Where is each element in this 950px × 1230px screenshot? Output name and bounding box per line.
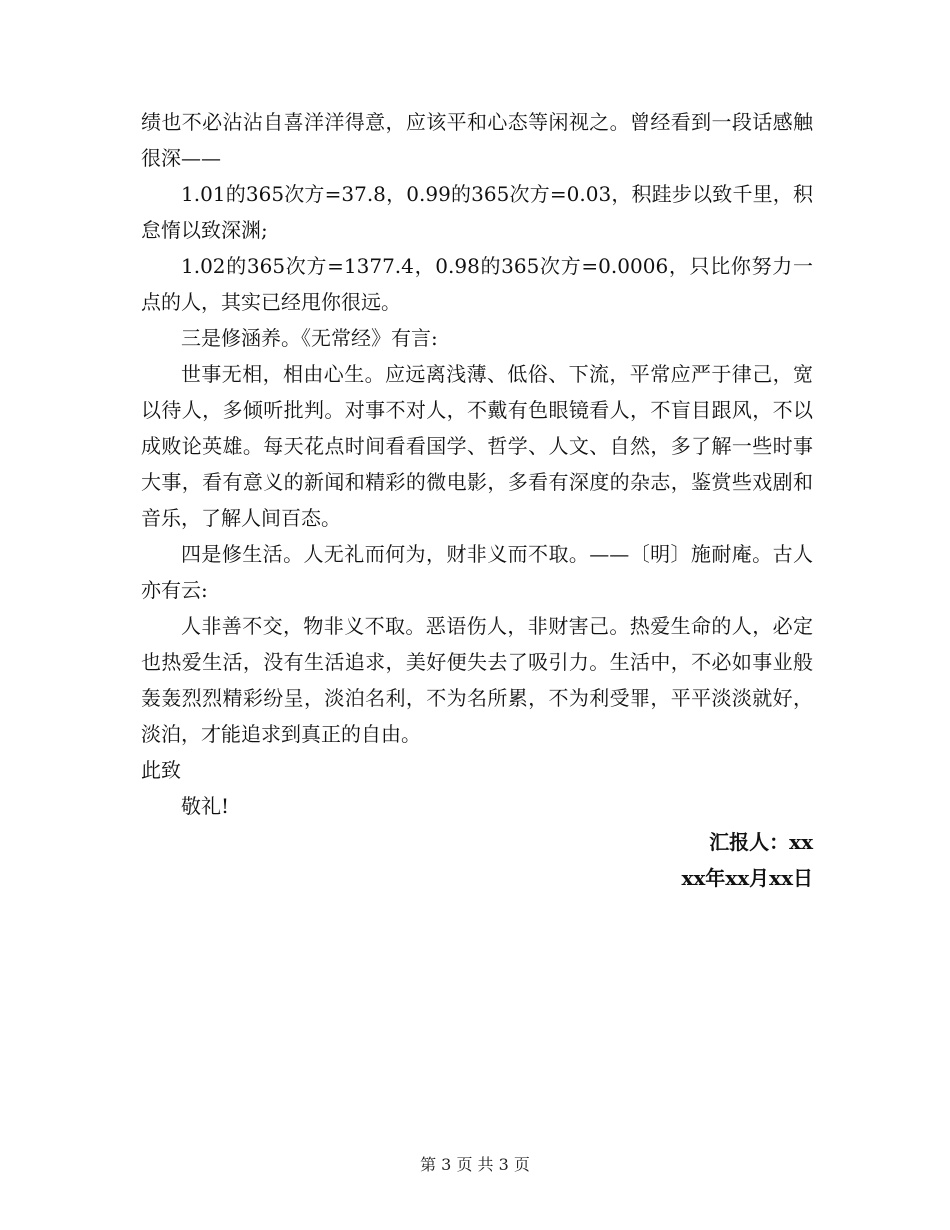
paragraph-5: 世事无相，相由心生。应远离浅薄、低俗、下流，平常应严于律己，宽以待人，多倾听批判。对事不对人，不戴有色眼镜看人，不盲目跟风，不以成败论英雄。每天花点时间看看国学、哲学、人文、自然，多了解一些时事大事，看有意义的新闻和精彩的微电影，多看有深度的杂志，鉴赏些戏剧和音乐，了解人间百态。 <box>141 362 813 530</box>
report-date: xx年xx月xx日 <box>681 866 813 890</box>
paragraph-7: 人非善不交，物非义不取。恶语伤人，非财害己。热爱生命的人，必定也热爱生活，没有生活追求，美好便失去了吸引力。生活中，不必如事业般轰轰烈烈精彩纷呈，淡泊名利，不为名所累，不为利受罪，平平淡淡就好，淡泊，才能追求到真正的自由。 <box>141 614 813 746</box>
paragraph-6: 四是修生活。人无礼而何为，财非义而不取。——〔明〕施耐庵。古人亦有云: <box>141 542 813 602</box>
closing-regards: 敬礼! <box>181 794 230 818</box>
paragraph-3: 1.02的365次方=1377.4，0.98的365次方=0.0006，只比你努力一点的人，其实已经甩你很远。 <box>141 254 813 314</box>
document-body <box>141 104 813 896</box>
page-number: 第 3 页 共 3 页 <box>420 1155 530 1174</box>
paragraph-1: 绩也不必沾沾自喜洋洋得意，应该平和心态等闲视之。曾经看到一段话感触很深—— <box>141 110 813 170</box>
reporter-signature: 汇报人：xx <box>709 830 813 854</box>
paragraph-2: 1.01的365次方=37.8，0.99的365次方=0.03，积跬步以致千里，积怠惰以致深渊; <box>141 182 813 242</box>
closing-salutation: 此致 <box>141 758 181 782</box>
paragraph-4: 三是修涵养。《无常经》有言: <box>181 326 438 350</box>
